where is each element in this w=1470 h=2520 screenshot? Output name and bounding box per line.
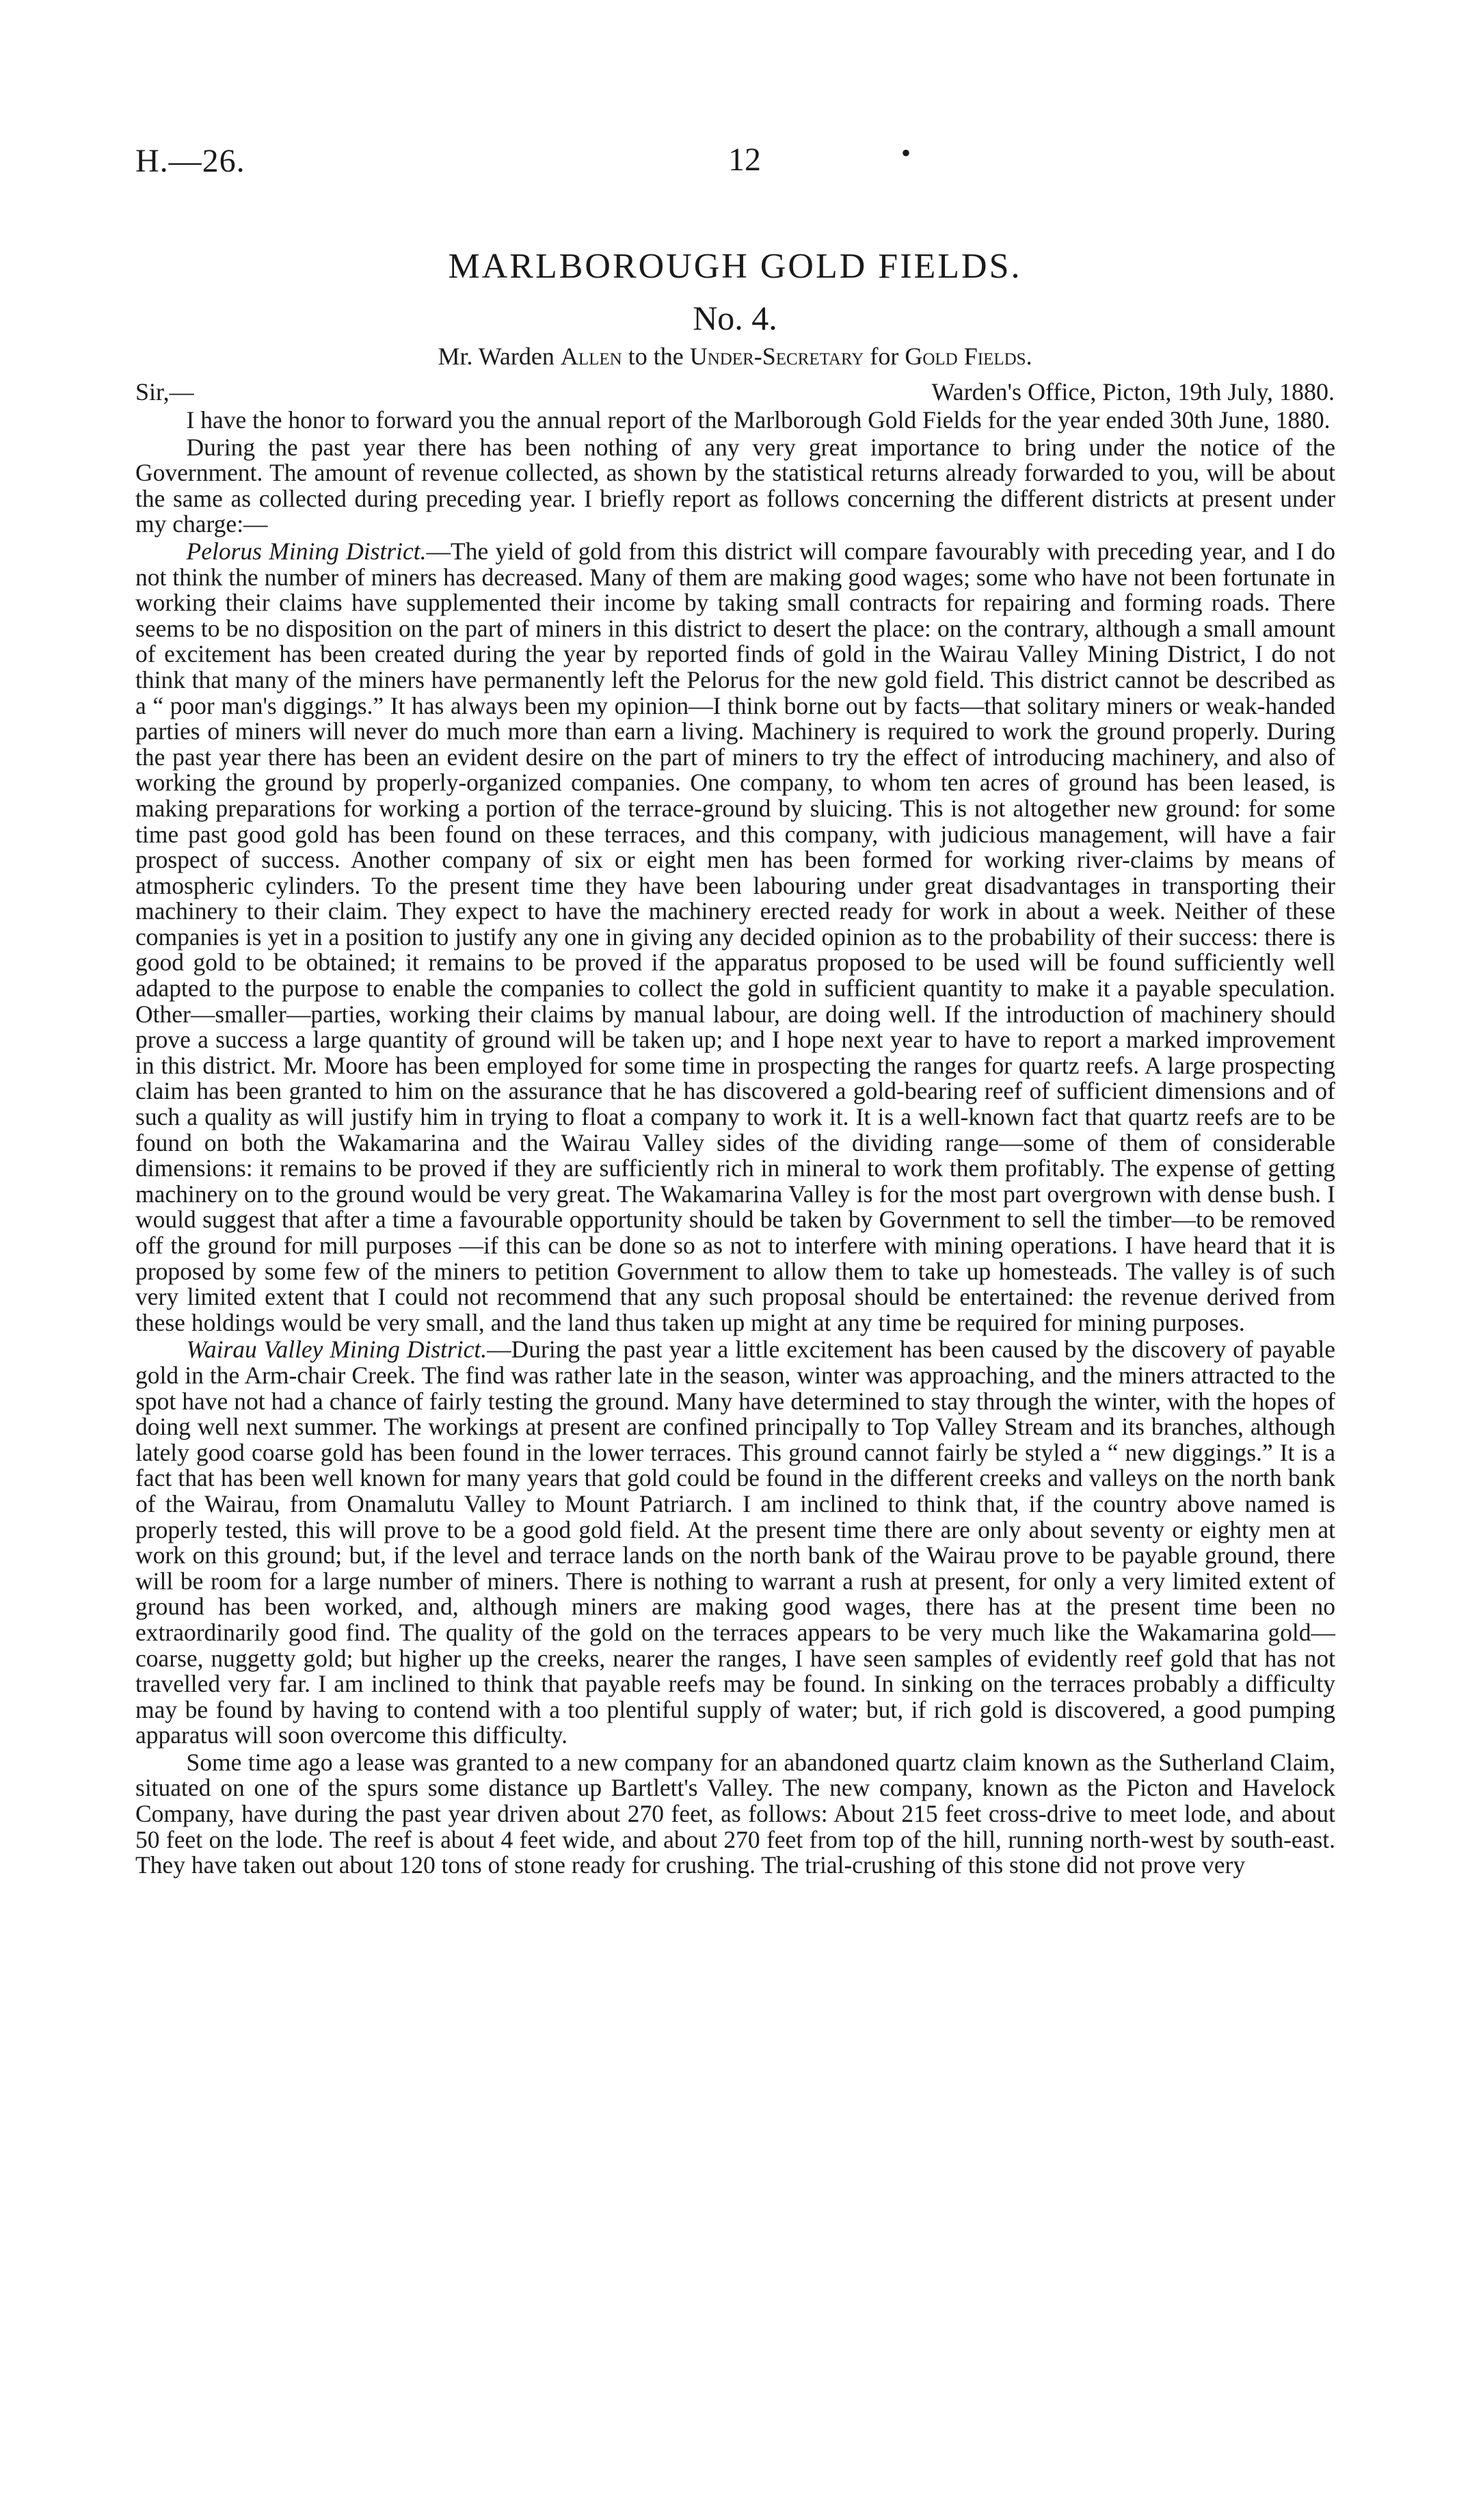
page-number: 12 bbox=[728, 142, 761, 178]
paragraph-sutherland-claim: Some time ago a lease was granted to a new company for an abandoned quartz claim known as the Sutherland Claim, situated on one of the spurs some distance up Bartlett's Valley. The new company, known as the Picton and Havelock Company, have during the past year driven about 270 feet, as follows: About 215 feet cross-drive to meet lode, and about 50 feet on the lode. The reef is about 4 feet wide, and about 270 feet from top of the hill, running north-west by south-east. They have taken out about 120 tons of stone ready for crushing. The trial-crushing of this stone did not prove very bbox=[135, 1748, 1335, 1879]
subtitle-name: Allen bbox=[560, 343, 622, 370]
paragraph-summary: During the past year there has been nothing of any very great importance to bring under the notice of the Government. The amount of revenue collected, as shown by the statistical returns already forwarded to you, will be about the same as collected during preceding year. I briefly report as follows concerning the different districts at present under my charge:— bbox=[135, 433, 1335, 538]
subtitle-mid: to the bbox=[622, 343, 690, 370]
wairau-heading: Wairau Valley Mining District. bbox=[186, 1336, 487, 1364]
letter-subtitle bbox=[0, 342, 1470, 371]
subtitle-end: . bbox=[1026, 343, 1032, 370]
dateline: Warden's Office, Picton, 19th July, 1880. bbox=[931, 378, 1335, 406]
page-title: MARLBOROUGH GOLD FIELDS. bbox=[448, 247, 1022, 286]
subtitle-for: for bbox=[864, 343, 905, 370]
paragraph-pelorus bbox=[135, 539, 1335, 1336]
paragraph-wairau bbox=[135, 1337, 1335, 1749]
pelorus-text: —The yield of gold from this district will compare favourably with preceding year, and I do not think the number of miners has decreased. Many of them are making good wages; some who have not been fortunate in working their claims have supplemented their income by taking small contracts for repairing and forming roads. There seems to be no disposition on the part of miners in this district to desert the place: on the contrary, although a small amount of excitement has been created during the year by reported finds of gold in the Wairau Valley Mining District, I do not think that many of the miners have permanently left the Pelorus for the new gold field. This district cannot be described as a “ poor man's diggings.” It has always been my opinion—I think borne out by facts—that solitary miners or weak-handed parties of miners will never do much more than earn a living. Machinery is required to work the ground properly. During the past year there has been an evident desire on the part of miners to try the effect of introducing machinery, and also of working the ground by properly-organized companies. One company, to whom ten acres of ground has been leased, is making preparations for working a portion of the terrace-ground by sluicing. This is not altogether new ground: for some time past good gold has been found on these terraces, and this company, with judicious management, will have a fair prospect of success. Another company of six or eight men has been formed for working river-claims by means of atmospheric cylinders. To the present time they have been labouring under great disadvantages in transporting their machinery to their claim. They expect to have the machinery erected ready for work in about a week. Neither of these companies is yet in a position to justify any one in giving any decided opinion as to the probability of their success: there is good gold to be obtained; it remains to be proved if the apparatus proposed to be used will be found sufficiently well adapted to the purpose to enable the companies to collect the gold in sufficient quantity to make it a payable speculation. Other—smaller—parties, working their claims by manual labour, are doing well. If the introduction of machinery should prove a success a large quantity of ground will be taken up; and I hope next year to have to report a marked improvement in this district. Mr. Moore has been employed for some time in prospecting the ranges for quartz reefs. A large prospecting claim has been granted to him on the assurance that he has discovered a gold-bearing reef of sufficient dimensions and of such a quality as will justify him in trying to float a company to work it. It is a well-known fact that quartz reefs are to be found on both the Wakamarina and the Wairau Valley sides of the dividing range—some of them of considerable dimensions: it remains to be proved if they are sufficiently rich in mineral to work them profitably. The expense of getting machinery on to the ground would be very great. The Wakamarina Valley is for the most part overgrown with dense bush. I would suggest that after a time a favourable opportunity should be taken by Government to sell the timber—to be removed off the ground for mill purposes —if this can be done so as not to interfere with mining operations. I have heard that it is proposed by some few of the miners to petition Government to allow them to take up homesteads. The valley is of such very limited extent that I could not recommend that any such proposal should be entertained: the revenue derived from these holdings would be very small, and the land thus taken up might at any time be required for mining purposes. bbox=[135, 537, 1335, 1336]
pelorus-heading: Pelorus Mining District. bbox=[186, 537, 427, 565]
subtitle-prefix: Mr. Warden bbox=[438, 343, 561, 370]
subtitle-dept: Gold Fields bbox=[905, 343, 1026, 370]
salutation: Sir,— bbox=[135, 378, 194, 406]
letter-body bbox=[135, 408, 1335, 1879]
letter-number: No. 4. bbox=[693, 299, 777, 337]
subtitle-recipient: Under-Secretary bbox=[689, 343, 864, 370]
paragraph-intro: I have the honor to forward you the annual report of the Marlborough Gold Fields for the year ended 30th June, 1880. bbox=[186, 406, 1331, 434]
document-reference: H.—26. bbox=[135, 143, 245, 179]
wairau-text: —During the past year a little excitement has been caused by the discovery of payable gold in the Arm-chair Creek. The find was rather late in the season, winter was approaching, and the miners attracted to the spot have not had a chance of fairly testing the ground. Many have determined to stay through the winter, with the hopes of doing well next summer. The workings at present are confined principally to Top Valley Stream and its branches, although lately good coarse gold has been found in the lower terraces. This ground cannot fairly be styled a “ new diggings.” It is a fact that has been well known for many years that gold could be found in the different creeks and valleys on the north bank of the Wairau, from Onamalutu Valley to Mount Patriarch. I am inclined to think that, if the country above named is properly tested, this will prove to be a good gold field. At the present time there are only about seventy or eighty men at work on this ground; but, if the level and terrace lands on the north bank of the Wairau prove to be payable ground, there will be room for a large number of miners. There is nothing to warrant a rush at present, for only a very limited extent of ground has been worked, and, although miners are making good wages, there has at the present time been no extraordinarily good find. The quality of the gold on the terraces appears to be very much like the Wakamarina gold—coarse, nuggetty gold; but higher up the creeks, nearer the ranges, I have seen samples of evidently reef gold that has not travelled very far. I am inclined to think that payable reefs may be found. In sinking on the terraces probably a difficulty may be found by having to contend with a too plentiful supply of water; but, if rich gold is discovered, a good pumping apparatus will soon overcome this difficulty. bbox=[135, 1336, 1335, 1749]
header-mark: • bbox=[901, 137, 911, 168]
